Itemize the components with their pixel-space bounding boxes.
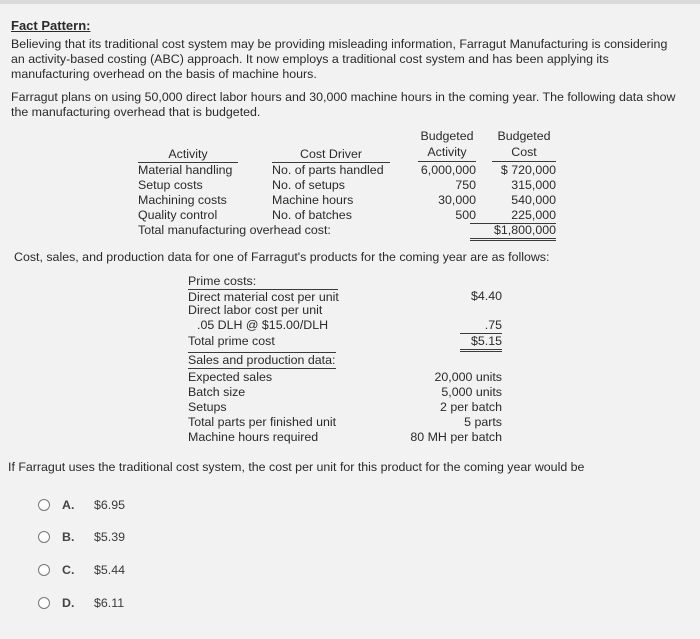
mh-label: Machine hours required — [188, 430, 319, 444]
batch-size-value: 5,000 units — [441, 385, 502, 399]
expected-sales-label: Expected sales — [188, 370, 273, 384]
option-b[interactable] — [38, 530, 125, 544]
parts-value: 5 parts — [464, 415, 502, 429]
question-text: If Farragut uses the traditional cost system, the cost per unit for this product for the coming year would be — [8, 460, 585, 474]
dl-sub: .05 DLH @ $15.00/DLH — [197, 318, 329, 332]
total-prime-label: Total prime cost — [188, 334, 275, 348]
dl-label: Direct labor cost per unit — [188, 303, 323, 317]
row-activity: Setup costs — [138, 178, 203, 192]
radio-button[interactable] — [38, 564, 50, 576]
head-cost-bottom: Cost — [511, 145, 537, 159]
row-cost: $ 720,000 — [500, 163, 556, 177]
row-driver: No. of parts handled — [272, 163, 384, 177]
option-letter: A. — [62, 498, 75, 512]
intro-paragraph: Believing that its traditional cost system may be providing misleading information, Farragut Manufacturing is considering an activity-based costing (ABC) approach. It now employs a traditional cost system and has been applying its manufacturing overhead on the basis of machine hours. — [11, 37, 668, 81]
total-overhead-label: Total manufacturing overhead cost: — [138, 223, 331, 237]
fact-pattern-title: Fact Pattern: — [11, 18, 91, 33]
row-qty: 750 — [455, 178, 476, 192]
head-activity-top: Budgeted — [420, 129, 474, 143]
row-activity: Material handling — [138, 163, 233, 177]
row-driver: No. of setups — [272, 178, 346, 192]
option-letter: B. — [62, 530, 75, 544]
row-cost: 540,000 — [511, 193, 556, 207]
radio-button[interactable] — [38, 531, 50, 543]
plan-paragraph: Farragut plans on using 50,000 direct labor hours and 30,000 machine hours in the coming year. The following data show the manufacturing overhead that is budgeted. — [11, 90, 676, 119]
option-value: $5.39 — [94, 530, 126, 544]
option-letter: C. — [62, 563, 75, 577]
row-qty: 6,000,000 — [420, 163, 476, 177]
dm-value: $4.40 — [470, 289, 502, 303]
col-activity-header: Activity — [138, 147, 238, 163]
top-divider — [0, 0, 700, 4]
total-prime-value: $5.15 — [460, 334, 502, 352]
row-activity: Quality control — [138, 208, 218, 222]
parts-label: Total parts per finished unit — [188, 415, 337, 429]
row-cost: 315,000 — [511, 178, 556, 192]
qty-header-rule — [418, 161, 476, 162]
option-value: $6.11 — [94, 596, 125, 610]
sales-header: Sales and production data: — [188, 353, 336, 367]
radio-button[interactable] — [38, 499, 50, 511]
setups-value: 2 per batch — [440, 400, 502, 414]
row-driver: Machine hours — [272, 193, 354, 207]
option-d[interactable] — [38, 596, 124, 610]
head-activity-bottom: Activity — [427, 145, 467, 159]
setups-label: Setups — [188, 400, 227, 414]
row-driver: No. of batches — [272, 208, 352, 222]
radio-button[interactable] — [38, 597, 50, 609]
expected-sales-value: 20,000 units — [434, 370, 502, 384]
row-activity: Machining costs — [138, 193, 227, 207]
option-letter: D. — [62, 596, 75, 610]
row-qty: 30,000 — [438, 193, 476, 207]
option-value: $6.95 — [94, 498, 126, 512]
total-overhead-value: $1,800,000 — [470, 223, 556, 241]
dm-label: Direct material cost per unit — [188, 290, 339, 304]
mh-value: 80 MH per batch — [410, 430, 502, 444]
batch-size-label: Batch size — [188, 385, 246, 399]
row-cost: 225,000 — [470, 208, 556, 224]
row-qty: 500 — [455, 208, 476, 222]
col-driver-header: Cost Driver — [272, 147, 390, 163]
option-c[interactable] — [38, 563, 125, 577]
cost-header-rule — [492, 161, 556, 162]
option-value: $5.44 — [94, 563, 126, 577]
prime-costs-header: Prime costs: — [188, 274, 257, 288]
head-cost-top: Budgeted — [497, 129, 551, 143]
product-intro: Cost, sales, and production data for one of Farragut's products for the coming year are as follows: — [14, 250, 550, 264]
option-a[interactable] — [38, 498, 125, 512]
dl-value: .75 — [460, 318, 502, 334]
